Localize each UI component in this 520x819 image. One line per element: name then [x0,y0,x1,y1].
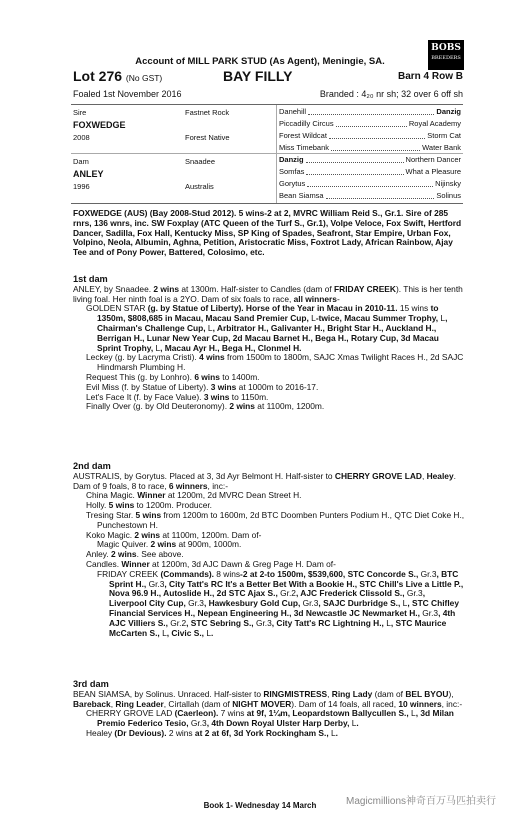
text-run: at 1100m, 1200m. Dam of- [160,529,262,540]
text-run: Leckey (g. by Lacryma Cristi). [86,352,200,363]
pedigree-sire-of-ancestor: Danzig [436,107,461,116]
text-run: L [206,627,211,638]
vendor-account: Account of MILL PARK STUD (As Agent), Meningie, SA. [135,56,385,67]
bold-text: 2 wins [134,529,161,540]
text-run: Finally Over (g. by Old Deuteronomy). [86,401,230,412]
text-run: 15 wins [399,303,429,314]
pedigree-ancestor: Gorytus [279,179,306,188]
text-run: . See above. [136,549,184,560]
text-run: , [110,698,116,709]
sire-name: FOXWEDGE [73,120,126,130]
text-run: L [311,313,316,324]
text-run: Request This (g. by Lonhro). [86,371,195,382]
bold-text: , City Tatt's RC It's a Better Bet With a Bookie H., STC Chill's Live a Little P., Nova 96.9 H., Autoslide H., 2d STC Ajax S., [109,578,464,599]
text-run: , inc:- [207,480,229,491]
bold-text: 2 wins [153,283,180,294]
sire-sire: Fastnet Rock [185,108,230,117]
text-run: L [162,627,167,638]
text-run: Gr.3 [255,617,272,628]
text-run: at 1300m. Half-sister to Candles (dam of [179,283,335,294]
bold-text: , BTC Sprint H., [109,568,459,589]
leader-dots [326,198,434,199]
leader-dots [306,174,404,175]
bold-text: (g. by Statue of Liberty). Horse of the Year in Macau in 2010-11. [145,303,400,314]
bold-text: Winner [137,490,166,501]
lot-number-wrap [73,68,162,84]
bold-text: 2 wins [229,401,255,412]
text-run: Healey [86,727,113,738]
text-run: Gr.2 [280,588,296,599]
text-run: , [327,688,332,699]
text-run: . Dam of 9 foals, 8 to race, [73,470,456,491]
leader-dots [306,162,404,163]
progeny-golden-star [73,304,465,353]
text-run: China Magic. [86,490,138,501]
foaled-date: Foaled 1st November 2016 [73,89,182,99]
gst-note: (No GST) [125,73,163,83]
bold-text: Healey [426,470,454,481]
bold-text: (Commands). [158,568,217,579]
pedigree-ancestor: Danehill [279,107,307,116]
text-run: Tresing Star. [86,509,136,520]
text-run: L [331,727,336,738]
text-run: at 1200m, 3d AJC Dawn & Greg Page H. Dam of- [149,558,336,569]
bold-text: , Chairman's Challenge Cup, [97,313,448,333]
bold-text: , STC Sebring S., [186,617,256,628]
bold-text: to 1350m, $808,685 in Macau, Macau Sand Premier Cup, [97,303,439,324]
progeny-cherry-grove-lad [73,709,465,729]
bold-text: 6 wins [194,371,220,382]
progeny-friday-creek [73,570,465,639]
barn-location: Barn 4 Row B [397,71,463,82]
text-run: L [207,322,213,333]
pedigree-fourth-row [279,143,461,153]
progeny-finally-over [73,402,465,412]
sire-label: Sire [73,108,87,117]
text-run: ANLEY, by Snaadee. [73,283,154,294]
bold-text: FRIDAY CREEK [334,283,396,294]
pedigree-fourth-row [279,107,461,117]
first-dam-section [73,275,465,412]
pedigree-sire-of-ancestor: Nijinsky [435,179,461,188]
text-run: L [411,708,416,719]
bold-text: . [210,627,214,638]
bold-text: Ring Leader [115,698,164,709]
watermark: Magicmillions神奇百万马匹拍卖行 [345,796,496,807]
bold-text: 5 wins [135,509,162,520]
bold-text: . [335,727,338,738]
bold-text: NIGHT MOVER [232,698,292,709]
bobs-logo [428,40,464,70]
text-run: Gr.3 [148,578,165,589]
text-run: L [386,617,391,628]
text-run: at 1200m, 2d MVRC Dean Street H. [165,490,302,501]
text-run: GOLDEN STAR [86,303,146,314]
text-run: BEAN SIAMSA, by Solinus. Unraced. Half-sister to [73,688,264,699]
third-dam-intro [73,690,465,710]
pedigree-ancestor: Forest Wildcat [279,131,327,140]
pedigree-sire-of-ancestor: Solinus [436,191,461,200]
bold-text: , City Tatt's RC Lightning H., [271,617,387,628]
bold-text: Ring Lady [331,688,373,699]
bold-text: , Civic S., [166,627,207,638]
bold-text: (Caerleon). [172,708,221,719]
lot-description: BAY FILLY [223,68,293,84]
bold-text: 2 wins [110,549,137,560]
pedigree-divider [71,153,463,154]
bold-text: . [356,718,359,729]
logo-text: BOBS [431,43,461,53]
first-dam-intro [73,285,465,305]
bold-text: 3 wins [210,381,237,392]
bold-text: 3 wins [203,391,230,402]
text-run: Gr.3 [188,598,204,609]
text-run: from 1200m to 1600m, 2d BTC Doomben Punters Podium H., QTC Diet Coke H., Punchestown H. [97,509,465,530]
text-run: 8 wins [216,568,241,579]
bold-text: (Dr Devious). [112,727,169,738]
pedigree-sire-of-ancestor: What a Pleasure [405,167,461,176]
text-run: CHERRY GROVE LAD [86,708,173,719]
brand-marks: Branded : 4₂₀ nr sh; 32 over 6 off sh [319,89,463,99]
progeny-leckey [73,353,465,373]
bold-text: -2 at 2-to 1500m, $539,600, STC Concorde S., [240,568,421,579]
text-run: (dam of [372,688,406,699]
dam-sire: Snaadee [185,157,216,166]
text-run: Holly. [86,500,109,511]
text-run: at 900m, 1000m. [176,539,242,550]
pedigree-table [71,104,463,204]
third-dam-heading: 3rd dam [73,679,109,689]
page-footer: Book 1- Wednesday 14 March [203,801,317,810]
pedigree-fourth-row [279,155,461,165]
text-run: at 1100m, 1200m. [254,401,325,412]
text-run: Gr.2 [170,617,187,628]
pedigree-ancestor: Piccadilly Circus [279,119,334,128]
sire-dam: Forest Native [185,133,230,142]
text-run: L [351,718,357,729]
second-dam-intro [73,472,465,492]
bold-text: Winner [121,558,150,569]
bold-text: at 9f, 1¼m, Leopardstown Ballycullen S., [244,708,412,719]
third-dam-section [73,680,465,739]
bold-text: RINGMISTRESS [263,688,328,699]
first-dam-heading: 1st dam [73,274,108,284]
sire-year: 2008 [73,133,90,142]
text-run: FRIDAY CREEK [97,568,159,579]
dam-label: Dam [73,157,89,166]
bold-text: 5 wins [108,500,135,511]
text-run: from 1500m to 1800m, SAJC Xmas Twilight Races H., 2d SAJC Hindmarsh Plumbing H. [97,352,464,373]
text-run: Gr.3 [302,598,319,609]
text-run: L [440,313,446,324]
text-run: 7 wins [220,708,245,719]
pedigree-fourth-row [279,131,461,141]
text-run: AUSTRALIS, by Gorytus. Placed at 3, 3d Ayr Belmont H. Half-sister to [73,470,335,481]
logo-subtext: BREEDERS [431,55,461,61]
leader-dots [307,186,433,187]
text-run: to 1150m. [229,391,269,402]
text-run: , inc:- [441,698,463,709]
text-run: ). Dam of 14 foals, all raced, [291,698,399,709]
bold-text: BEL BYOU [405,688,449,699]
pedigree-fourth-row [279,119,461,129]
bold-text: -twice, Macau Summer Trophy, [315,313,441,324]
bold-text: , AJC Frederick Clissold S., [295,588,407,599]
text-run: Gr.3 [190,718,207,729]
progeny-healey [73,729,465,739]
text-run: L [155,342,161,353]
text-run: to 1400m. [219,371,260,382]
text-run: Gr.3 [420,568,437,579]
bold-text: , STC Chifley Financial Services H., Nepean Engineering H., 3d Newcastle JC Newmarket H., [109,598,459,618]
text-run: ). This is her tenth living foal. Her ninth foal is a 2YO. Dam of six foals to race, [73,283,463,304]
pedigree-column-divider [276,105,277,203]
pedigree-ancestor: Danzig [279,155,304,164]
text-run: at 1000m to 2016-17. [236,381,319,392]
pedigree-ancestor: Somfas [279,167,305,176]
bold-text: CHERRY GROVE LAD [334,470,422,481]
second-dam-heading: 2nd dam [73,461,111,471]
leader-dots [308,114,434,115]
text-run: to 1200m. Producer. [134,500,213,511]
bold-text: , 4th AJC Villiers S., [109,607,456,628]
bold-text: , Hawkesbury Gold Cup, [203,598,303,609]
bold-text: at 2 at 6f, 3d York Rockingham S., [192,727,331,738]
text-run: , [421,470,427,481]
pedigree-sire-of-ancestor: Storm Cat [427,131,461,140]
text-run: L [402,598,408,609]
text-run: 2 wins [168,727,193,738]
bold-text: 4 wins [199,352,225,363]
bold-text: 6 winners [168,480,208,491]
bold-text: , Macau Ayr H., Bega H., Clonmel H. [160,342,302,353]
leader-dots [336,126,407,127]
lot-header [73,68,463,86]
text-run: , Cirtallah (dam of [163,698,233,709]
second-dam-section [73,462,465,638]
bold-text: , STC Maurice McCarten S., [109,617,447,638]
text-run: ), [448,688,454,699]
progeny-tresing-star [73,511,465,531]
text-run: Magic Quiver. [97,539,151,550]
pedigree-sire-of-ancestor: Water Bank [422,143,461,152]
lot-number: Lot 276 [73,68,123,84]
pedigree-ancestor: Bean Siamsa [279,191,324,200]
bold-text: 10 winners [398,698,442,709]
text-run: Gr.3 [422,607,439,618]
text-run: Gr.3 [406,588,423,599]
pedigree-sire-of-ancestor: Royal Academy [408,119,461,128]
bold-text: , Liverpool City Cup, [109,588,426,609]
pedigree-fourth-row [279,167,461,177]
text-run: Koko Magic. [86,529,135,540]
pedigree-ancestor: Miss Timebank [279,143,330,152]
dam-year: 1996 [73,182,90,191]
pedigree-fourth-row [279,191,461,201]
text-run: Evil Miss (f. by Statue of Liberty). [86,381,211,392]
dam-dam: Australis [185,182,214,191]
leader-dots [329,138,425,139]
pedigree-sire-of-ancestor: Northern Dancer [405,155,461,164]
sire-summary: FOXWEDGE (AUS) (Bay 2008-Stud 2012). 5 wins-2 at 2, MVRC William Reid S., Gr.1. Sire of 285 rnrs, 136 wnrs, inc. SW Foxplay (ATC Queen of the Turf S., Gr.1), Volpe Veloce, Fox Swift, Hertford Dancer, Sadilla, Fox Hall, Kentucky Miss, SP King of Spades, Seafront, Star Empire, Urban Fox, Volpino, Neola, Albumin, Aghna, Petition, Aristocratic Miss, Foxtrot Lady, African Rainbow, Ajay Tee and of Pony Power, Battered, Colosimo, etc. [73,208,462,258]
text-run: Let's Face It (f. by Face Value). [86,391,204,402]
bold-text: , SAJC Durbridge S., [318,598,403,609]
pedigree-fourth-row [279,179,461,189]
bold-text: Bareback [73,698,111,709]
bold-text: , 4th Down Royal Ulster Harp Derby, [206,718,352,729]
dam-name: ANLEY [73,169,104,179]
bold-text: , 3d Milan Premio Federico Tesio, [97,708,454,729]
bold-text: , Arbitrator H., Galivanter H., Bright Star H., Auckland H., Berrigan H., Lunar New Year Cup, 2d Macau Barnet H., Bega H., Rotary Cup, 3d Macau Sprint Trophy, [97,322,439,353]
leader-dots [331,150,420,151]
text-run: Anley. [86,549,111,560]
bold-text: 2 wins [150,539,177,550]
bold-text: all winners [293,293,337,304]
text-run: Candles. [86,558,122,569]
text-run: - [336,293,340,304]
